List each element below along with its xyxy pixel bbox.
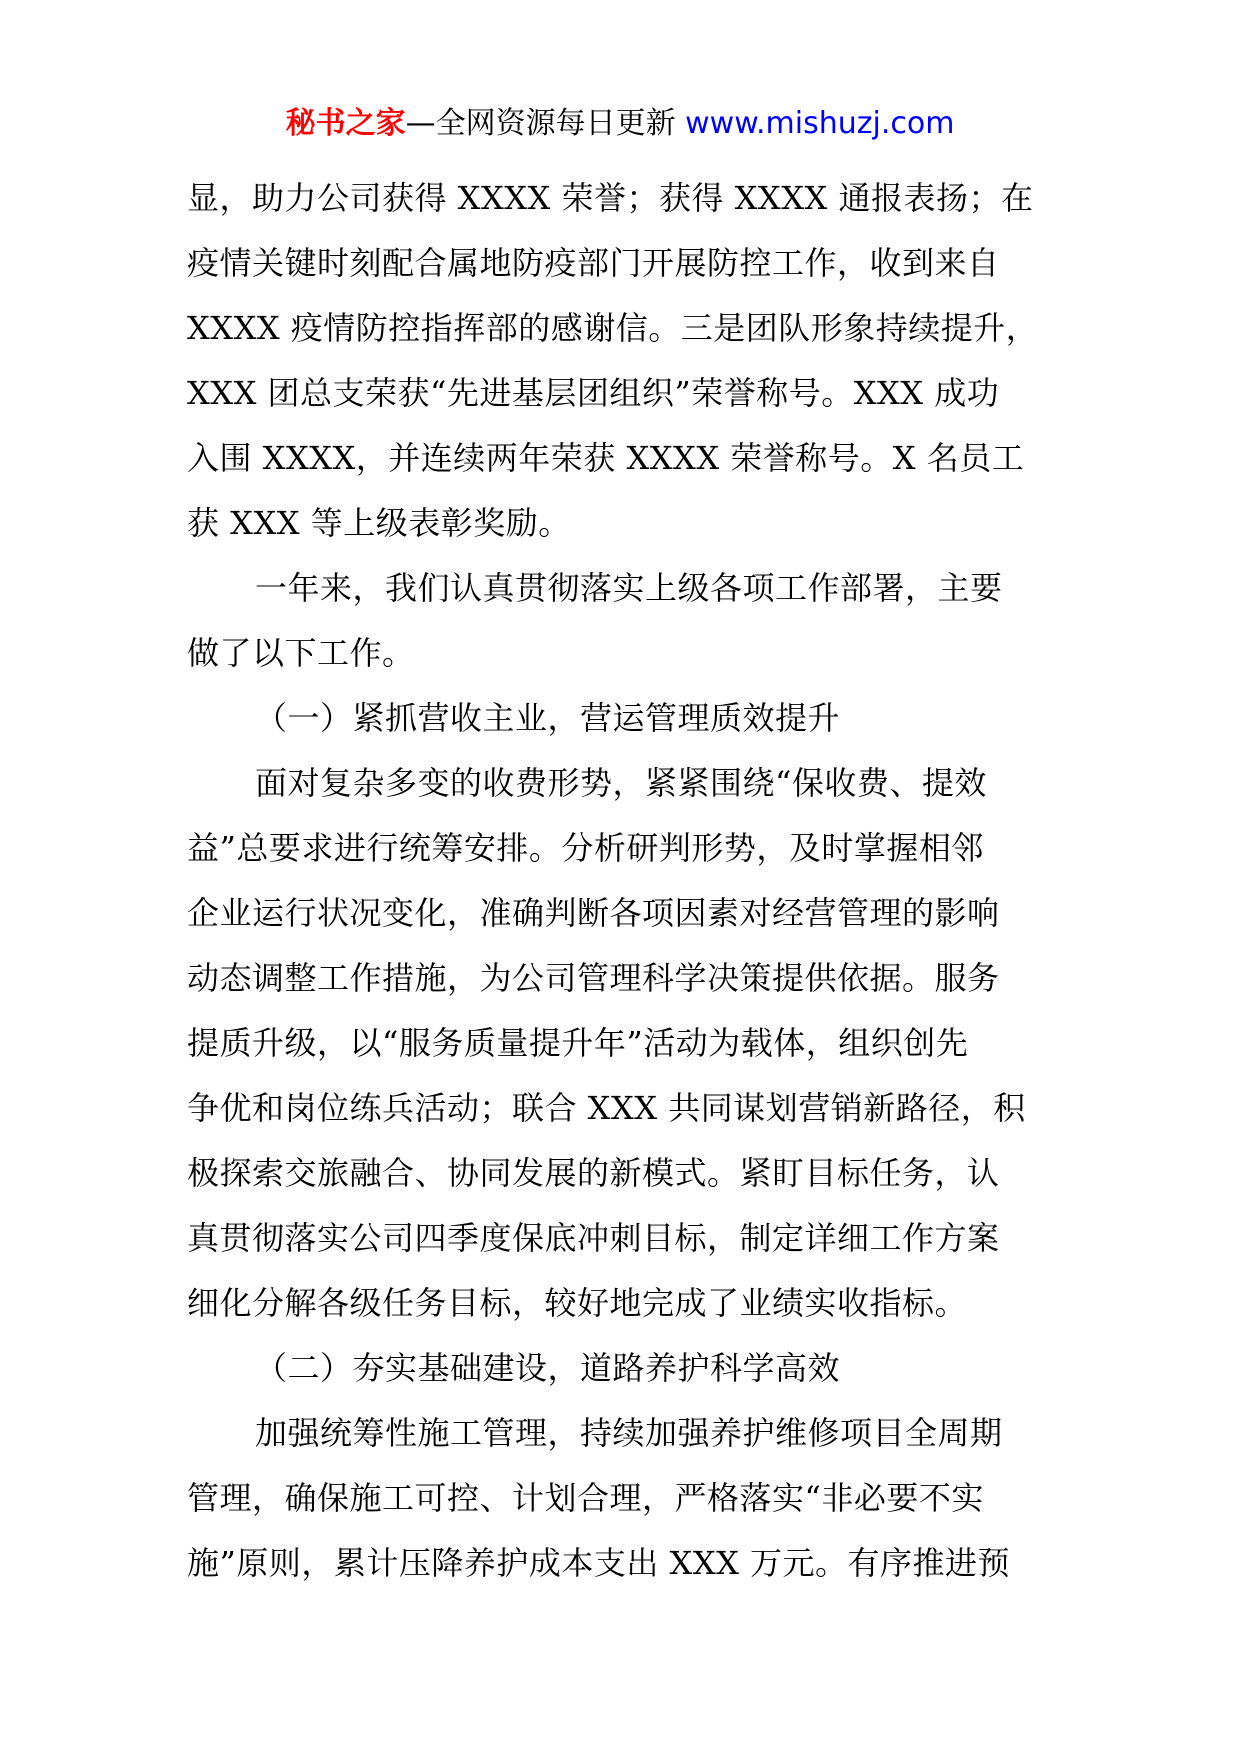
text-line: XXXX 疫情防控指挥部的感谢信。三是团队形象持续提升， (187, 309, 1039, 347)
document-body (187, 166, 1067, 1596)
site-url-link[interactable]: www.mishuzj.com (685, 106, 955, 141)
text-line: 施”原则，累计压降养护成本支出 XXX 万元。有序推进预 (187, 1544, 1011, 1582)
paragraph-first-line: 一年来，我们认真贯彻落实上级各项工作部署，主要 (255, 569, 1003, 607)
text-line: 企业运行状况变化，准确判断各项因素对经营管理的影响 (187, 894, 1000, 932)
text-line: 提质升级，以“服务质量提升年”活动为载体，组织创先 (187, 1024, 969, 1062)
header-tagline: —全网资源每日更新 (405, 106, 686, 141)
text-line: 益”总要求进行统筹安排。分析研判形势，及时掌握相邻 (187, 829, 984, 867)
text-line: 真贯彻落实公司四季度保底冲刺目标，制定详细工作方案 (187, 1219, 1000, 1257)
brand-name: 秘书之家 (285, 106, 406, 141)
text-line: 获 XXX 等上级表彰奖励。 (187, 504, 571, 542)
text-line: 动态调整工作措施，为公司管理科学决策提供依据。服务 (187, 959, 1000, 997)
text-line: 显，助力公司获得 XXXX 荣誉；获得 XXXX 通报表扬；在 (187, 179, 1034, 217)
text-line: 做了以下工作。 (187, 634, 415, 672)
text-line: 管理，确保施工可控、计划合理，严格落实“非必要不实 (187, 1479, 984, 1517)
paragraph-first-line: 加强统筹性施工管理，持续加强养护维修项目全周期 (255, 1414, 1003, 1452)
paragraph-first-line: 面对复杂多变的收费形势，紧紧围绕“保收费、提效 (255, 764, 987, 802)
text-line: XXX 团总支荣获“先进基层团组织”荣誉称号。XXX 成功 (187, 374, 1000, 412)
text-line: 极探索交旅融合、协同发展的新模式。紧盯目标任务，认 (187, 1154, 1000, 1192)
text-line: 入围 XXXX，并连续两年荣获 XXXX 荣誉称号。X 名员工 (187, 439, 1025, 477)
text-line: 细化分解各级任务目标，较好地完成了业绩实收指标。 (187, 1284, 968, 1322)
text-line: 疫情关键时刻配合属地防疫部门开展防控工作，收到来自 (187, 244, 1000, 282)
section-heading-2: （二）夯实基础建设，道路养护科学高效 (255, 1349, 841, 1387)
section-heading-1: （一）紧抓营收主业，营运管理质效提升 (255, 699, 841, 737)
page-header (0, 104, 1240, 144)
text-line: 争优和岗位练兵活动；联合 XXX 共同谋划营销新路径，积 (187, 1089, 1026, 1127)
